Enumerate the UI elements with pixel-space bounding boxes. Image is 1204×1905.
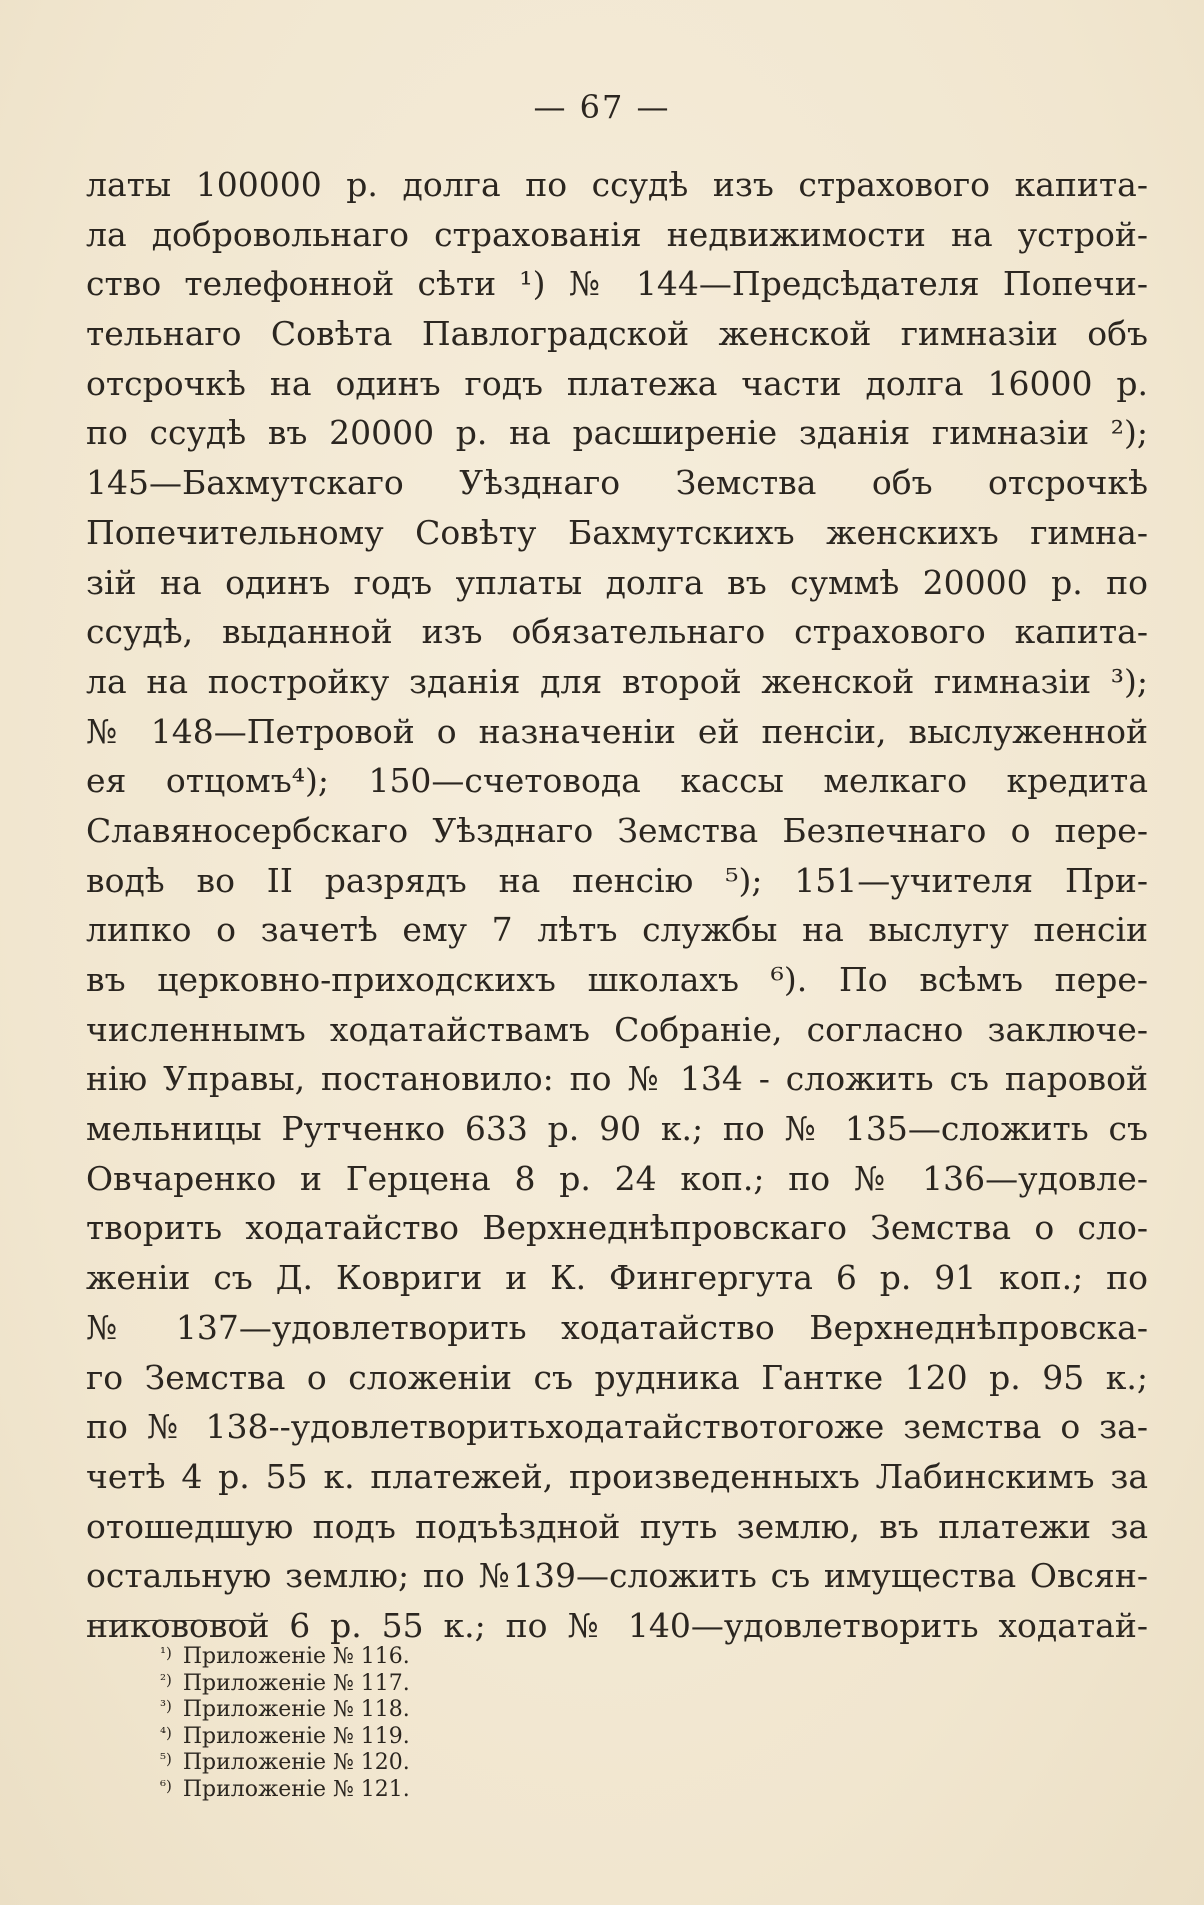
text-line: численнымъ ходатайствамъ Собраніе, согласно заключе- [86, 1009, 1148, 1049]
text-line: зій на одинъ годъ уплаты долга въ суммѣ 20000 р. по [86, 562, 1148, 602]
text-line: нію Управы, постановило: по № 134 - сложить съ паровой [86, 1059, 1148, 1099]
text-line: Попечительному Совѣту Бахмутскихъ женскихъ гимна- [86, 512, 1148, 552]
text-line: тельнаго Совѣта Павлоградской женской гимназіи объ [86, 314, 1148, 354]
text-line: женіи съ Д. Ковриги и К. Фингергута 6 р. 91 коп.; по [86, 1258, 1148, 1298]
text-line: ство телефонной сѣти ¹) № 144—Предсѣдателя Попечи- [86, 264, 1148, 304]
text-line: четѣ 4 р. 55 к. платежей, произведенныхъ Лабинскимъ за [86, 1456, 1148, 1496]
footnote-text: Приложеніе № 116. [182, 1644, 410, 1669]
page-number: — 67 — [533, 88, 671, 126]
text-line: отсрочкѣ на одинъ годъ платежа части долга 16000 р. [86, 363, 1148, 403]
text-line: остальную землю; по №139—сложить съ имущества Овсян- [86, 1556, 1148, 1596]
text-line: отошедшую подъ подъѣздной путь землю, въ платежи за [86, 1506, 1148, 1546]
text-line: липко о зачетѣ ему 7 лѣтъ службы на выслугу пенсіи [86, 910, 1148, 950]
text-line: ла добровольнаго страхованія недвижимости на устрой- [86, 214, 1148, 254]
footnote-text: Приложеніе № 120. [182, 1750, 410, 1775]
footnote-mark: ³) [160, 1697, 172, 1715]
text-line: никововой 6 р. 55 к.; по № 140—удовлетворить ходатай- [86, 1605, 1148, 1645]
footnote-text: Приложеніе № 118. [182, 1697, 410, 1722]
text-line: по № 138--удовлетворитьходатайствотогоже земства о за- [86, 1407, 1148, 1447]
footnote [160, 1644, 760, 1671]
text-line: ссудѣ, выданной изъ обязательнаго страхового капита- [86, 612, 1148, 652]
text-line: ла на постройку зданія для второй женской гимназіи ³); [86, 661, 1148, 701]
footnote [160, 1671, 760, 1698]
footnote [160, 1697, 760, 1724]
text-line: творить ходатайство Верхнеднѣпровскаго Земства о сло- [86, 1208, 1148, 1248]
text-line: водѣ во II разрядъ на пенсію ⁵); 151—учителя При- [86, 860, 1148, 900]
footnote-text: Приложеніе № 121. [182, 1776, 410, 1802]
text-line: ея отцомъ⁴); 150—счетовода кассы мелкаго кредита [86, 761, 1148, 801]
text-line: въ церковно-приходскихъ школахъ ⁶). По всѣмъ пере- [86, 960, 1148, 999]
text-line: № 137—удовлетворить ходатайство Верхнеднѣпровска- [86, 1307, 1148, 1347]
footnote-text: Приложеніе № 117. [182, 1670, 410, 1696]
text-line: Славяносербскаго Уѣзднаго Земства Безпечнаго о пере- [86, 810, 1148, 850]
footnote [160, 1750, 760, 1777]
footnote-mark: ¹) [160, 1644, 172, 1662]
footnote-mark: ⁶) [160, 1776, 172, 1795]
text-line: латы 100000 р. долга по ссудѣ изъ страхового капита- [86, 165, 1148, 204]
footnote-text: Приложеніе № 119. [182, 1723, 410, 1749]
footnote-mark: ⁴) [160, 1723, 172, 1742]
text-line: 145—Бахмутскаго Уѣзднаго Земства объ отсрочкѣ [86, 463, 1148, 503]
footnote [160, 1777, 760, 1804]
text-line: Овчаренко и Герцена 8 р. 24 коп.; по № 136—удовле- [86, 1158, 1148, 1198]
footnote-mark: ²) [160, 1670, 172, 1689]
text-line: по ссудѣ въ 20000 р. на расширеніе зданія гимназіи ²); [86, 413, 1148, 453]
text-line: мельницы Рутченко 633 р. 90 к.; по № 135—сложить съ [86, 1109, 1148, 1149]
footnote-mark: ⁵) [160, 1750, 172, 1768]
text-line: го Земства о сложеніи съ рудника Гантке 120 р. 95 к.; [86, 1357, 1148, 1397]
footnotes [160, 1644, 760, 1803]
footnote-divider [88, 1620, 268, 1621]
text-line: № 148—Петровой о назначеніи ей пенсіи, выслуженной [86, 711, 1148, 751]
footnote [160, 1724, 760, 1751]
body-text [86, 160, 1148, 1651]
